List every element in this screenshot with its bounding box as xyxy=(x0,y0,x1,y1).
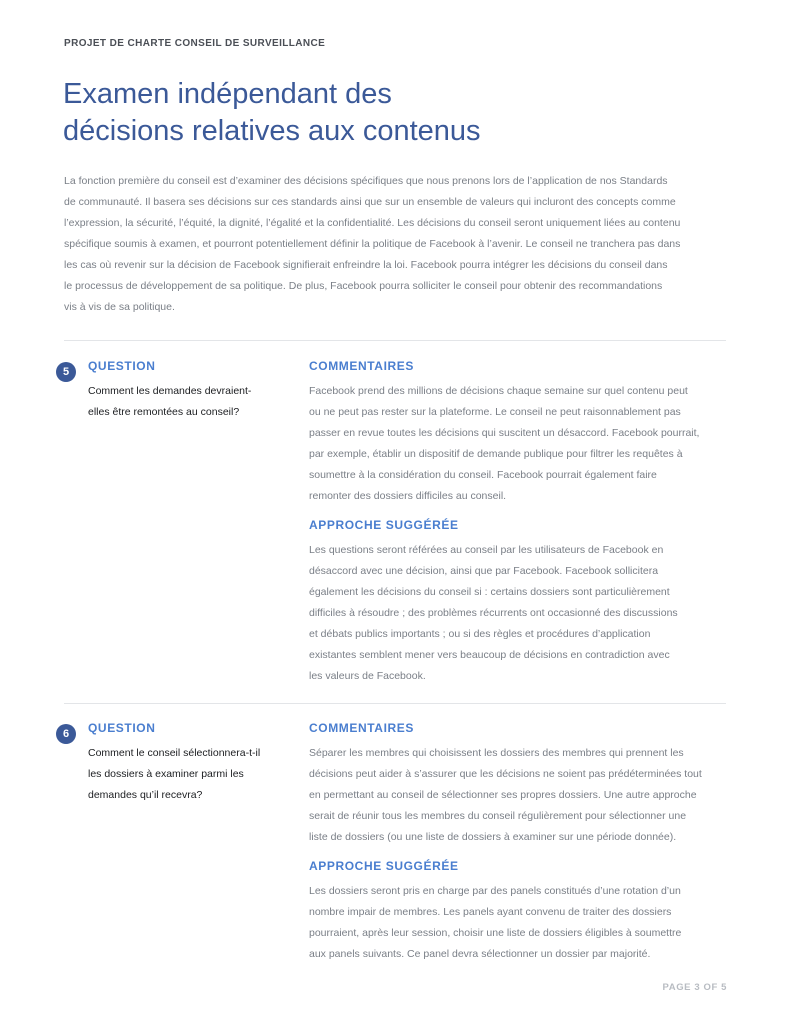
intro-line: l’expression, la sécurité, l’équité, la dignité, l’égalité et la confidentialité. Les décisions du conseil seront uniquement liées au contenu xyxy=(64,217,681,229)
approach-line: aux panels suivants. Ce panel devra sélectionner un dossier par majorité. xyxy=(309,948,651,960)
question-block xyxy=(88,359,288,423)
intro-line: de communauté. Il basera ses décisions sur ces standards ainsi que sur un ensemble de valeurs qui incluront des concepts comme xyxy=(64,196,676,208)
comments-line: par exemple, établir un dispositif de demande publique pour filtrer les requêtes à xyxy=(309,448,683,460)
approach-line: Les questions seront référées au conseil par les utilisateurs de Facebook en xyxy=(309,544,664,556)
approach-line: les valeurs de Facebook. xyxy=(309,670,426,682)
comments-text xyxy=(309,381,741,507)
section-number-badge: 6 xyxy=(56,724,76,744)
intro-line: vis à vis de sa politique. xyxy=(64,301,175,313)
approach-label: APPROCHE SUGGÉRÉE xyxy=(309,859,459,873)
comments-line: ou ne peut pas rester sur la plateforme. Le conseil ne peut raisonnablement pas xyxy=(309,406,681,418)
approach-line: désaccord avec une décision, ainsi que par Facebook. Facebook sollicitera xyxy=(309,565,659,577)
comments-label: COMMENTAIRES xyxy=(309,721,414,735)
comments-line: soumettre à la considération du conseil. Facebook pourrait également faire xyxy=(309,469,657,481)
question-line: les dossiers à examiner parmi les xyxy=(88,768,244,780)
question-line: Comment le conseil sélectionnera-t-il xyxy=(88,747,261,759)
intro-paragraph xyxy=(64,171,728,318)
question-text xyxy=(88,381,288,423)
approach-line: existantes semblent mener vers beaucoup de décisions en contradiction avec xyxy=(309,649,670,661)
page-title xyxy=(63,76,703,150)
comments-line: remonter des dossiers difficiles au conseil. xyxy=(309,490,507,502)
question-label: QUESTION xyxy=(88,721,156,735)
approach-line: Les dossiers seront pris en charge par des panels constitués d’une rotation d’un xyxy=(309,885,681,897)
question-text xyxy=(88,743,288,806)
question-block xyxy=(88,721,288,806)
intro-line: les cas où revenir sur la décision de Facebook signifierait enfreindre la loi. Facebook pourra intégrer les décisions du conseil dans xyxy=(64,259,668,271)
section-divider xyxy=(64,340,726,341)
question-label: QUESTION xyxy=(88,359,156,373)
comments-text xyxy=(309,743,741,848)
question-line: demandes qu’il recevra? xyxy=(88,789,203,801)
approach-line: difficiles à résoudre ; des problèmes récurrents ont occasionné des discussions xyxy=(309,607,678,619)
comments-line: décisions peut aider à s’assurer que les décisions ne soient pas prédéterminées tout xyxy=(309,768,702,780)
comments-line: Facebook prend des millions de décisions chaque semaine sur quel contenu peut xyxy=(309,385,688,397)
intro-line: La fonction première du conseil est d’examiner des décisions spécifiques que nous prenons lors de l’application de nos Standards xyxy=(64,175,668,187)
approach-text xyxy=(309,881,741,965)
intro-line: spécifique soumis à examen, et pourront potentiellement définir la politique de Facebook à l’avenir. Le conseil ne tranchera pas dans xyxy=(64,238,681,250)
approach-line: et débats publics importants ; ou si des règles et procédures d’application xyxy=(309,628,651,640)
comments-block xyxy=(309,721,741,965)
page-number: PAGE 3 OF 5 xyxy=(662,982,727,993)
section-divider xyxy=(64,703,726,704)
question-line: Comment les demandes devraient- xyxy=(88,385,252,397)
intro-line: le processus de développement de sa politique. De plus, Facebook pourra solliciter le conseil pour obtenir des recommandations xyxy=(64,280,663,292)
approach-line: également les décisions du conseil si : certains dossiers sont particulièrement xyxy=(309,586,670,598)
section-number-badge: 5 xyxy=(56,362,76,382)
approach-text xyxy=(309,540,741,687)
title-line: Examen indépendant des xyxy=(63,78,392,110)
comments-line: en permettant au conseil de sélectionner ses propres dossiers. Une autre approche xyxy=(309,789,697,801)
comments-line: Séparer les membres qui choisissent les dossiers des membres qui prennent les xyxy=(309,747,684,759)
document-eyebrow: PROJET DE CHARTE CONSEIL DE SURVEILLANCE xyxy=(64,38,326,49)
comments-line: passer en revue toutes les décisions qui suscitent un désaccord. Facebook pourrait, xyxy=(309,427,700,439)
comments-label: COMMENTAIRES xyxy=(309,359,414,373)
approach-line: nombre impair de membres. Les panels ayant convenu de traiter des dossiers xyxy=(309,906,672,918)
approach-line: pourraient, après leur session, choisir une liste de dossiers éligibles à soumettre xyxy=(309,927,682,939)
comments-line: liste de dossiers (ou une liste de dossiers à examiner sur une période donnée). xyxy=(309,831,677,843)
title-line: décisions relatives aux contenus xyxy=(63,115,481,147)
comments-line: serait de réunir tous les membres du conseil régulièrement pour sélectionner une xyxy=(309,810,687,822)
comments-block xyxy=(309,359,741,687)
question-line: elles être remontées au conseil? xyxy=(88,406,240,418)
approach-label: APPROCHE SUGGÉRÉE xyxy=(309,518,459,532)
